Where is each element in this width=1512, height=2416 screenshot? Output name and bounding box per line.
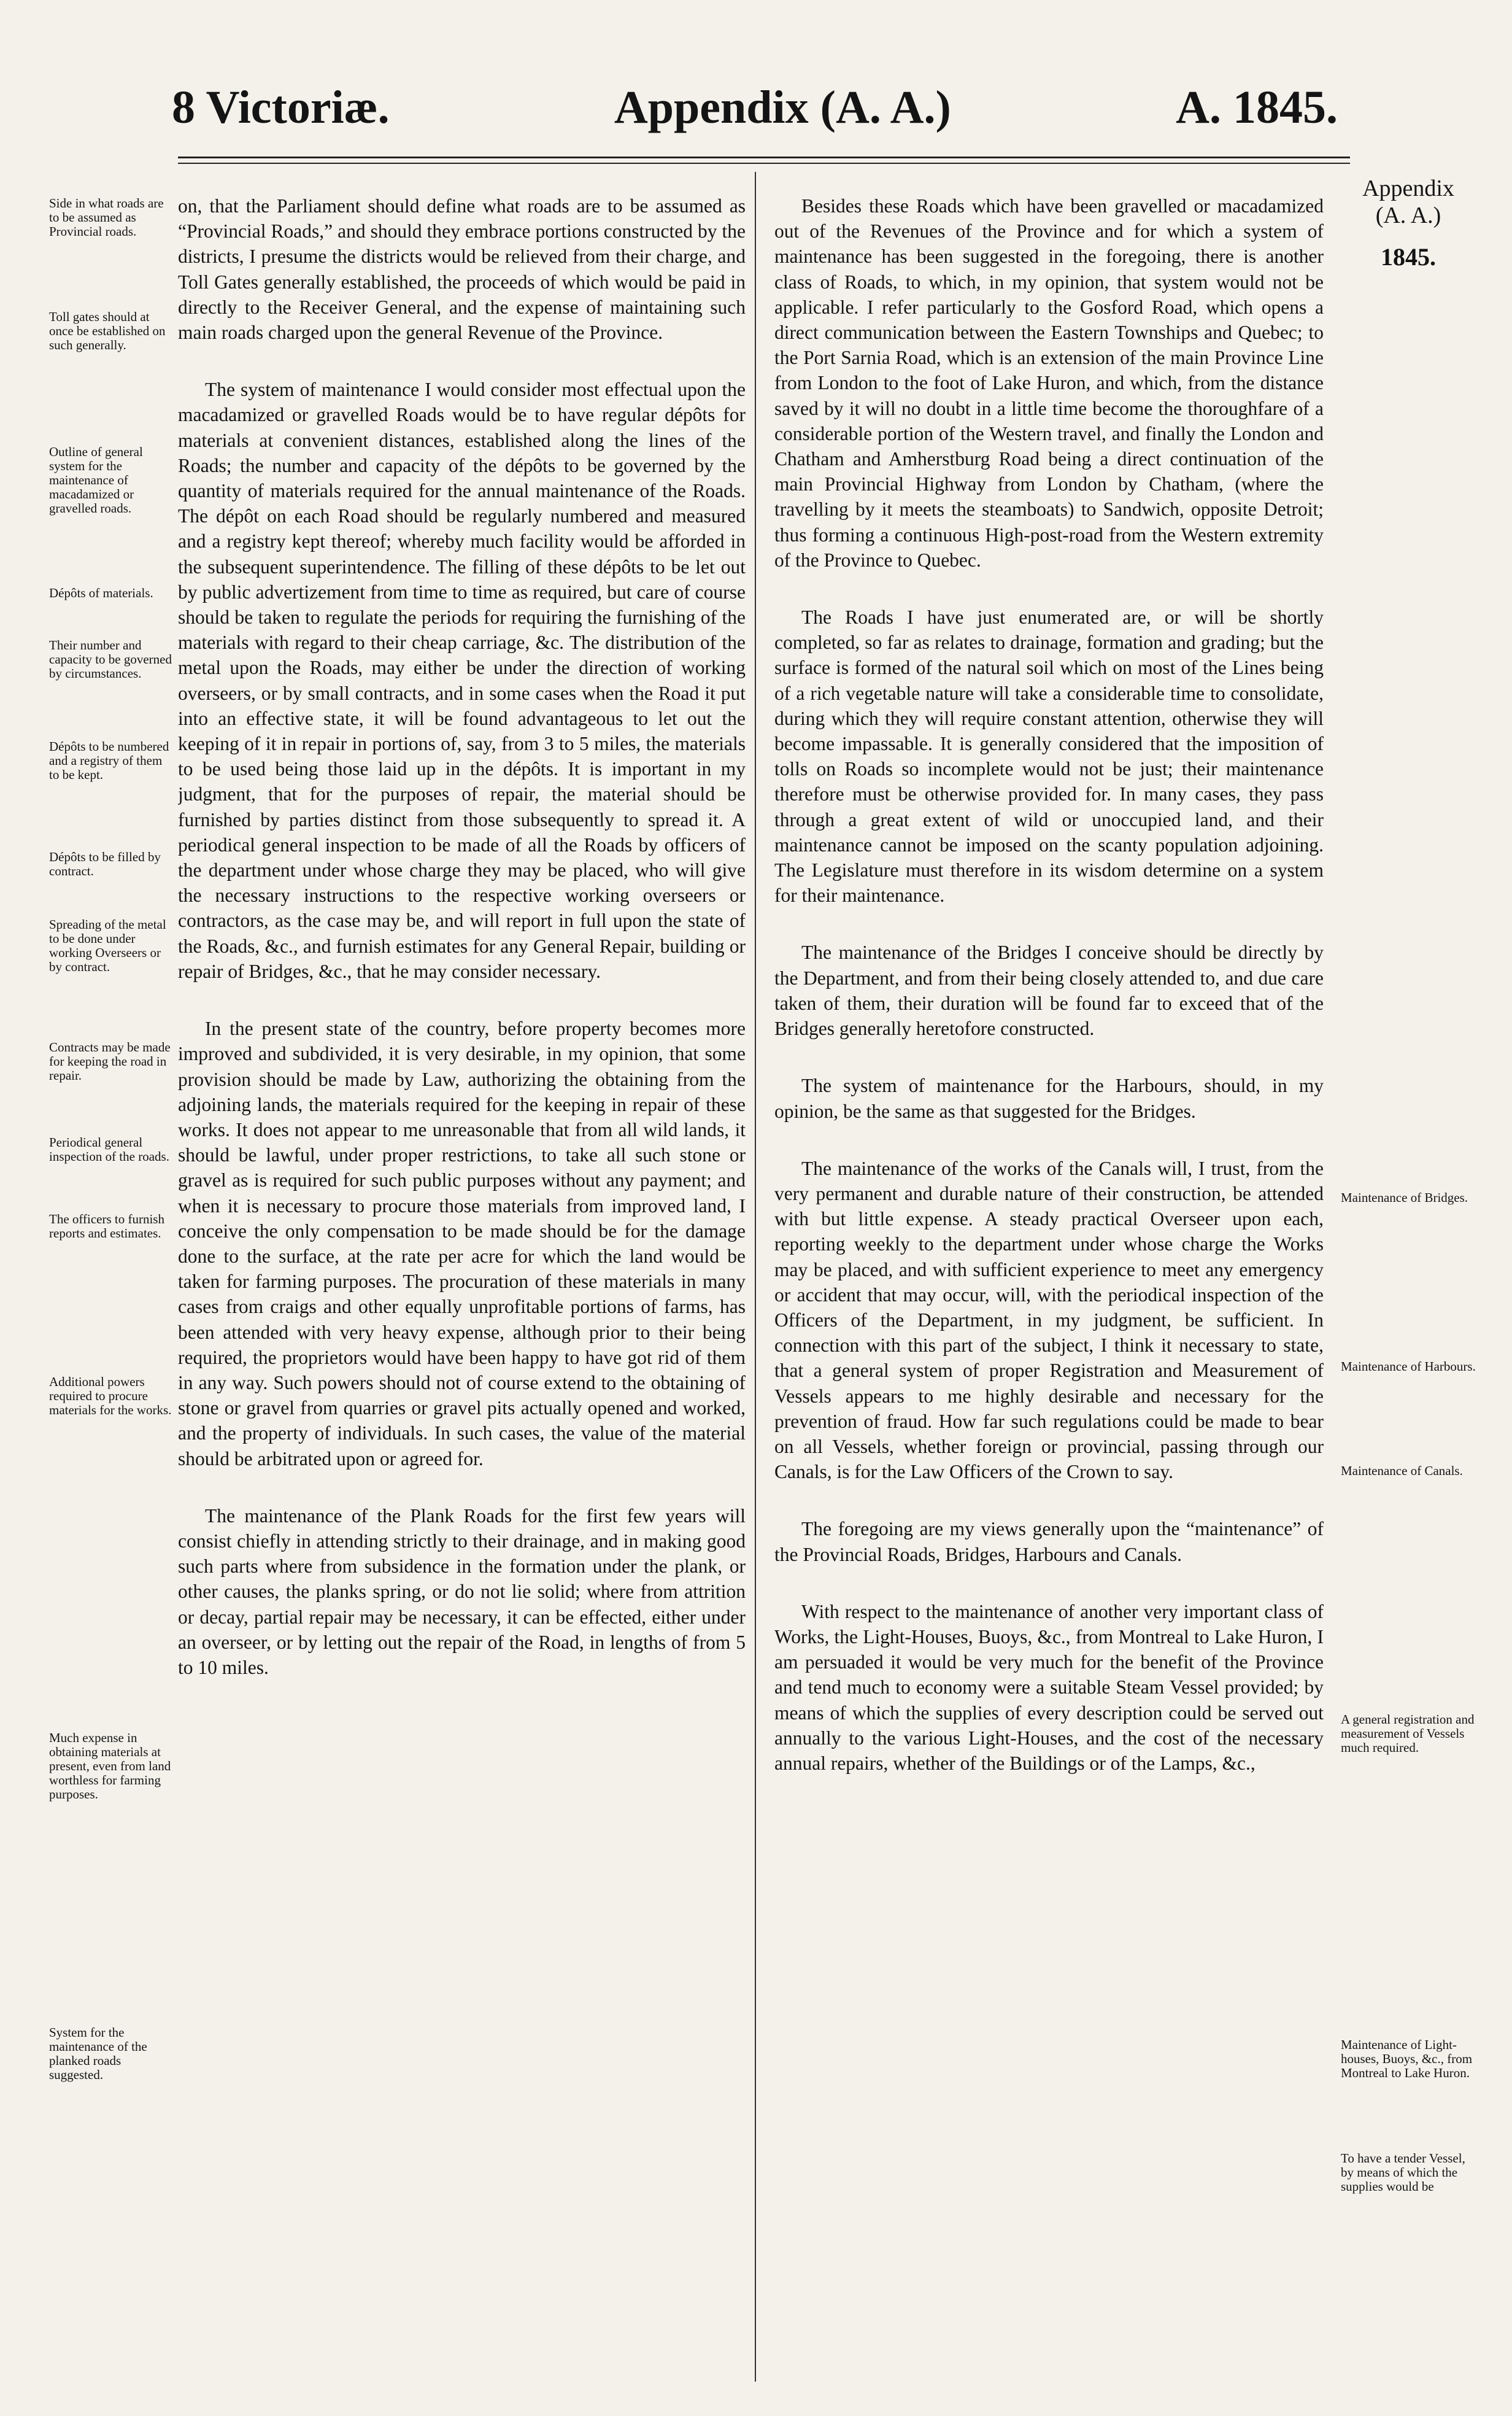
margin-note: Toll gates should at once be established on such generally. [49,309,166,352]
header-year: A. 1845. [1176,81,1338,133]
margin-note: Spreading of the metal to be done under working Overseers or by contract. [49,917,166,974]
margin-note: Dépôts to be numbered and a registry of them to be kept. [49,739,169,782]
paragraph: In the present state of the country, before property becomes more improved and subdivided, it is very desirable, in my opinion, that some provision should be made by Law, authorizing the obtaining from the adjoining lands, the materials required for the keeping in repair of these works. It does not appear to me unreasonable that from all wild lands, it should be lawful, under proper restrictions, to take all such stone or gravel as is required for such public purposes without any payment; and when it is necessary to procure those materials from improved land, I conceive the only compensation to be made should be for the damage done to the surface, at the rate per acre for which the land would be taken for farming purposes. The procuration of these materials in many cases from craigs and other equally unprofitable portions of farms, has been attended with very heavy expense, although prior to their being required, the proprietors would have been happy to have got rid of them in any way. Such powers should not of course extend to the obtaining of stone or gravel from quarries or gravel pits actually opened and worked, and the property of individuals. In such cases, the value of the material should be arbitrated upon or agreed for. [178,1018,746,1469]
paragraph: The maintenance of the works of the Canals will, I trust, from the very permanent and durable nature of their construction, be attended with but little expense. A steady practical Overseer upon each, reporting weekly to the department under whose charge the Works may be placed, and with sufficient experience to meet any emergency or accident that may occur, will, with the periodical inspection of the Officers of the Department, in my judgment, be sufficient. In connection with this part of the subject, I think it necessary to state, that a general system of proper Registration and Measurement of Vessels appears to me highly desirable and necessary for the prevention of fraud. How far such regulations could be made to bear on all Vessels, whether foreign or provincial, passing through our Canals, is for the Law Officers of the Crown to say. [774,1157,1324,1483]
margin-note: Their number and capacity to be governed by circumstances. [49,638,172,681]
appendix-year: 1845. [1381,243,1436,271]
margin-note: Dépôts to be filled by contract. [49,850,161,878]
paragraph: The Roads I have just enumerated are, or will be shortly completed, so far as relates to drainage, formation and grading; but the surface is formed of the natural soil which on most of the Lines being of a rich vegetable nature will take a considerable time to consolidate, during which they will require constant attention, otherwise they will become impassable. It is generally considered that the imposition of tolls on Roads so incomplete would not be just; their maintenance therefore must be otherwise provided for. In many cases, they pass through a great extent of wild or unoccupied land, and their maintenance cannot be imposed on the scanty population adjoining. The Legislature must therefore in its wisdom determine on a system for their maintenance. [774,606,1324,907]
margin-note: Maintenance of Harbours. [1341,1359,1476,1374]
margin-note: To have a tender Vessel, by means of which the supplies would be [1341,2151,1465,2194]
right-column [774,193,1324,2403]
header-session: 8 Victoriæ. [172,81,390,133]
margin-note: A general registration and measurement of Vessels much required. [1341,1712,1475,1755]
paragraph: The maintenance of the Plank Roads for the first few years will consist chiefly in attending strictly to their drainage, and in making good such parts where from subsidence in the formation under the plank, or other causes, the planks spring, or do not lie solid; where from attrition or decay, partial repair may be necessary, it can be effected, either under an overseer, or by letting out the repair of the Road, in lengths of from 5 to 10 miles. [178,1504,746,1678]
margin-note: Maintenance of Bridges. [1341,1190,1468,1205]
header-rule [178,157,1350,158]
margin-note: Maintenance of Canals. [1341,1463,1463,1478]
paragraph: With respect to the maintenance of another very important class of Works, the Light-Houses, Buoys, &c., from Montreal to Lake Huron, I am persuaded it would be very much for the benefit of the Province and tend much to economy were a suitable Steam Vessel provided; by means of which the supplies of every description could be served out annually to the various Light-Houses, and the cost of the necessary annual repairs, whether of the Buildings or of the Lamps, &c., [774,1600,1324,1774]
column-divider [755,172,756,2382]
margin-note: Contracts may be made for keeping the road in repair. [49,1040,171,1083]
header-rule-thin [178,163,1350,164]
margin-note: Periodical general inspection of the roads. [49,1135,169,1164]
paragraph: on, that the Parliament should define what roads are to be assumed as “Provincial Roads,” and should they embrace portions constructed by the districts, I presume the districts would be relieved from their charge, and Toll Gates generally established, the proceeds of which would be paid in directly to the Receiver General, and the expense of maintaining such main roads charged upon the general Revenue of the Province. [178,195,746,344]
margin-note: Maintenance of Light-houses, Buoys, &c., from Montreal to Lake Huron. [1341,2037,1473,2080]
paragraph: The foregoing are my views generally upon the “maintenance” of the Provincial Roads, Bridges, Harbours and Canals. [774,1518,1324,1565]
margin-note: Side in what roads are to be assumed as Provincial roads. [49,196,164,239]
paragraph: The system of maintenance for the Harbours, should, in my opinion, be the same as that suggested for the Bridges. [774,1075,1324,1122]
paragraph: The maintenance of the Bridges I conceive should be directly by the Department, and from their being closely attended to, and due care taken of them, their duration will be found far to exceed that of the Bridges generally heretofore constructed. [774,942,1324,1040]
margin-note: The officers to furnish reports and estimates. [49,1212,164,1241]
paragraph: Besides these Roads which have been gravelled or macadamized out of the Revenues of the Province and for which a system of maintenance has been suggested in the foregoing, there is another class of Roads, to which, in my opinion, that system would not be applicable. I refer particularly to the Gosford Road, which opens a direct communication between the Eastern Townships and Quebec; to the Port Sarnia Road, which is an extension of the main Province Line from London to the foot of Lake Huron, and which, from the distance saved by it will no doubt in a little time become the thoroughfare of a considerable portion of the Western travel, and finally the London and Chatham and Amherstburg Road being a direct continuation of the main Provincial Highway from London by Chatham, (where the travelling by it meets the steamboats) to Sandwich, opposite Detroit; thus forming a continuous High-post-road from the Western extremity of the Province to Quebec. [774,195,1324,571]
margin-note: Much expense in obtaining materials at present, even from land worthless for farming purposes. [49,1730,171,1802]
paragraph: The system of maintenance I would consider most effectual upon the macadamized or gravelled Roads would be to have regular dépôts for materials at convenient distances, established along the lines of the Roads; the number and capacity of the dépôts to be governed by the quantity of materials required for the annual maintenance of the Roads. The dépôt on each Road should be regularly numbered and measured and a registry kept thereof; whereby much facility would be afforded in the subsequent superintendence. The filling of these dépôts to be let out by public advertizement from time to time as required, but care of course should be taken to regulate the periods for requiring the furnishing of the materials with regard to their cheap carriage, &c. The distribution of the metal upon the Roads, may either be under the direction of working overseers, or by small contracts, and in some cases when the Road it put into an effective state, it will be found advantageous to let out the keeping of it in repair in portions of, say, from 3 to 5 miles, the materials to be used being those laid up in the dépôts. It is important in my judgment, that for the purposes of repair, the material should be furnished by parties distinct from those subsequently to spread it. A periodical general inspection to be made of all the Roads by officers of the department under whose charge they may be placed, who will give the necessary instructions to the respective working overseers or contractors, as the case may be, and will report in full upon the state of the Roads, &c., and furnish estimates for any General Repair, building or repair of Bridges, &c., that he may consider necessary. [178,379,746,982]
header-title: Appendix (A. A.) [614,81,951,133]
appendix-ref: (A. A.) [1375,203,1441,228]
margin-note: Outline of general system for the maintenance of macadamized or gravelled roads. [49,444,143,516]
left-column [178,193,746,2403]
appendix-label: Appendix [1362,176,1454,201]
page-header [172,74,1338,141]
margin-note: System for the maintenance of the planked roads suggested. [49,2025,147,2082]
margin-note: Dépôts of materials. [49,586,153,600]
margin-note: Additional powers required to procure materials for the works. [49,1374,172,1417]
appendix-marker [1332,175,1485,271]
